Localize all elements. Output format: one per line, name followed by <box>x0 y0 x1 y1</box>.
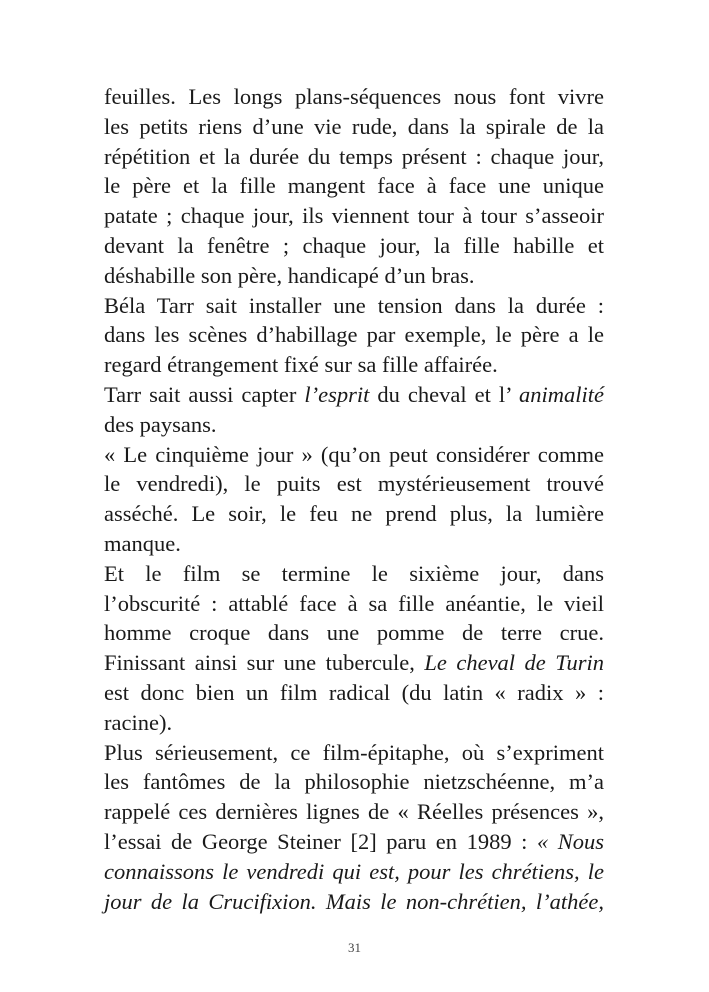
text-line: manque. <box>104 530 181 556</box>
text-line: homme croque dans une pomme de terre crue. <box>104 620 604 646</box>
text-line: l’essai de George Steiner [2] paru en 1989 : « Nous <box>104 828 605 854</box>
text-line: Plus sérieusement, ce film-épitaphe, où s’expriment <box>104 739 604 765</box>
text-line: Et le film se termine le sixième jour, dans <box>104 560 604 586</box>
text-line: devant la fenêtre ; chaque jour, la fille habille et <box>104 232 604 258</box>
text-line: connaissons le vendredi qui est, pour les chrétiens, le <box>104 858 604 884</box>
text-line: feuilles. Les longs plans-séquences nous font vivre <box>104 84 604 109</box>
text-line: le vendredi), le puits est mystérieusement trouvé <box>104 471 604 497</box>
text-line: répétition et la durée du temps présent : chaque jour, <box>104 143 604 169</box>
text-line: le père et la fille mangent face à face une unique <box>104 173 604 199</box>
text-line: patate ; chaque jour, ils viennent tour à tour s’asseoir <box>104 203 604 229</box>
text-line: regard étrangement fixé sur sa fille affairée. <box>104 352 498 378</box>
text-line: les fantômes de la philosophie nietzschéenne, m’a <box>104 769 604 795</box>
text-line: des paysans. <box>104 411 217 437</box>
text-line: l’obscurité : attablé face à sa fille anéantie, le vieil <box>104 590 604 616</box>
text-line: Tarr sait aussi capter l’esprit du cheval et l’ animalité <box>104 381 604 407</box>
text-line: est donc bien un film radical (du latin « radix » : <box>104 679 604 705</box>
text-line: rappelé ces dernières lignes de « Réelles présences », <box>104 799 604 825</box>
text-line: « Le cinquième jour » (qu’on peut considérer comme <box>104 441 604 467</box>
text-line: asséché. Le soir, le feu ne prend plus, la lumière <box>104 501 604 527</box>
text-line: Finissant ainsi sur une tubercule, Le cheval de Turin <box>104 650 605 676</box>
text-line: déshabille son père, handicapé d’un bras. <box>104 262 475 288</box>
text-line: Béla Tarr sait installer une tension dans la durée : <box>104 292 604 318</box>
text-line: jour de la Crucifixion. Mais le non-chrétien, l’athée, <box>104 888 604 914</box>
text-line: les petits riens d’une vie rude, dans la spirale de la <box>104 113 604 139</box>
page-number: 31 <box>348 940 361 955</box>
text-line: racine). <box>104 709 173 735</box>
text-line: dans les scènes d’habillage par exemple, le père a le <box>104 322 604 348</box>
body-text <box>104 82 604 916</box>
